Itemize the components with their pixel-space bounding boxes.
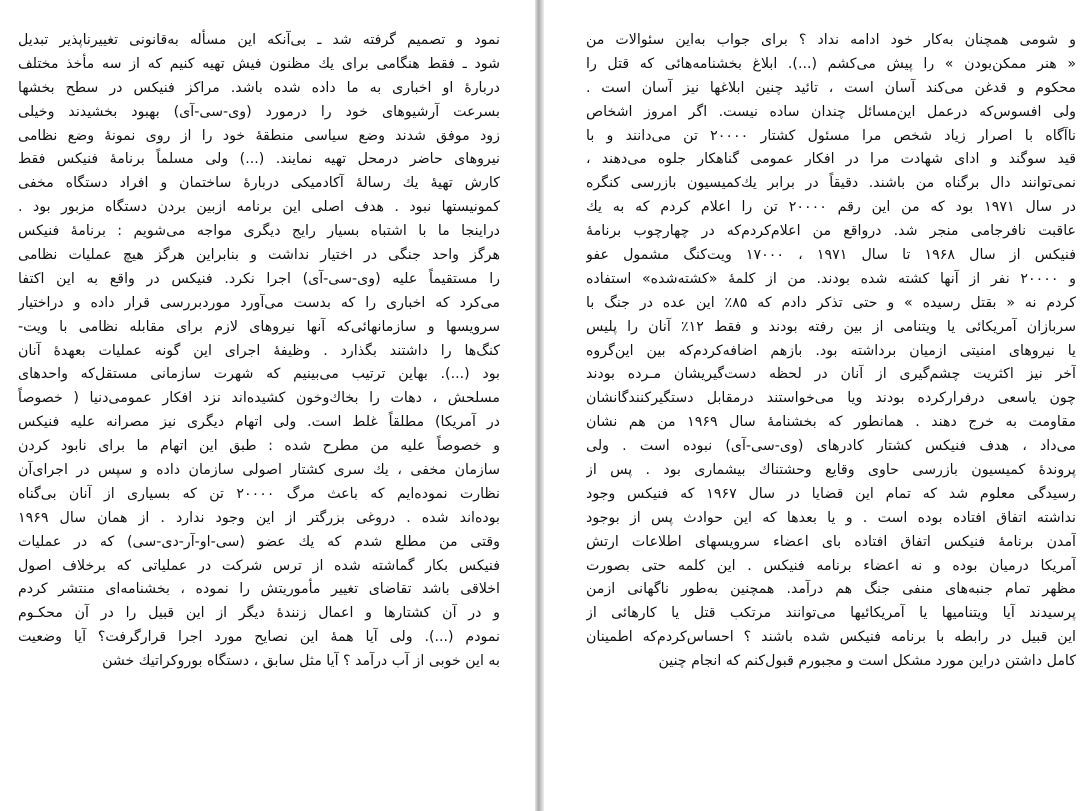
- right-page: [544, 0, 1090, 811]
- book-gutter: [535, 0, 544, 811]
- text-line: نیروهای حاضر درمحل تهیه نمایند. (...) ولی مسلماً برنامهٔ فنیکس فقط: [18, 151, 500, 168]
- text-line: فنیکس بکار گماشته شده از ترس شرکت در عملیاتی که برخلاف اصول: [18, 557, 500, 574]
- text-line: پروندهٔ کمیسیون بازرسی حاوی وقایع وحشتناك بیشماری بود . پس از: [586, 462, 1076, 479]
- text-line: پرسیدند آیا ویتنامیها یا آمریکائیها می‌توانند مرتکب قتل یا کارهائی از: [586, 605, 1076, 622]
- text-line: محکوم و قدغن می‌کند آسان است ، تائید چنین ابلاغها نیز آسان است .: [586, 79, 1076, 96]
- text-line: زود موفق شدند وضع سیاسی منطقهٔ خود را از روی نمونهٔ وضع نظامی: [18, 127, 500, 144]
- text-line: این قبیل در رابطه با برنامه فنیکس شده باشند ؟ احساس‌کردم‌که اطمینان: [586, 629, 1076, 646]
- text-line: و ۲۰۰۰۰ نفر از آنها کشته شده بودند. من از کلمهٔ «کشته‌شده» استفاده: [586, 270, 1076, 287]
- text-line: دراینجا ما با اشتباه بسیار رایج دیگری مواجه می‌شویم : برنامهٔ فنیکس: [18, 223, 500, 240]
- text-line: نداشته اتفاق افتاده بوده است . و یا بعدها که این حوادث پس از بوجود: [586, 509, 1076, 526]
- text-line: چون یاسعی درفرارکرده بودند ویا می‌خواستند درمقابل دستگیرکنندگانشان: [586, 390, 1076, 407]
- text-line: را مستقیماً علیه (وی-سی-آی) اجرا نکرد. فنیکس در واقع به این اکتفا: [18, 270, 500, 287]
- text-line: قید سوگند و ادای شهادت مرا در افکار عمومی گناهکار جلوه می‌دهند ،: [586, 151, 1076, 168]
- left-page-text: [18, 29, 500, 674]
- text-line: رسیدگی معلوم شد که تمام این قضایا در سال ۱۹۶۷ که فنیکس وجود: [586, 485, 1076, 502]
- text-line: آمریکا درمیان بوده و نه اعضاء برنامه فنیکس . این کلمه حتی بصورت: [586, 557, 1076, 574]
- text-line: می‌داد ، هدف فنیکس کشتار کادرهای (وی-سی-آی) نبوده است . ولی: [586, 438, 1076, 455]
- text-line: نظارت نموده‌ایم که باعث مرگ ۲۰۰۰۰ تن که بسیاری از آنان بی‌گناه: [18, 485, 500, 502]
- text-line: کنگ‌ها را داشتند بگذارد . وظیفهٔ اجرای این گونه عملیات بعهدهٔ آنان: [18, 342, 500, 359]
- text-line: به این خوبی از آب درآمد ؟ آیا مثل سابق ، دستگاه بوروکراتیك خشن: [102, 653, 500, 670]
- text-line: کامل داشتن دراین مورد مشکل است و مجبورم قبول‌کنم که انجام چنین: [658, 653, 1076, 670]
- text-line: شود ـ فقط هنگامی برای یك مظنون فیش تهیه کنیم که از سه مأخذ مختلف: [18, 55, 500, 72]
- text-line: مسلحش ، دهات را بخاك‌وخون کشیده‌اند نزد افکار عمومی‌دنیا ( خصوصاً: [18, 390, 500, 407]
- text-line: کمونیستها نبود . هدف اصلی این برنامه ازبین بردن دستگاه مزبور بود .: [18, 199, 500, 216]
- text-line: سرویسها و سازمانهائی‌که آنها نیروهای لازم برای مقابله نظامی با ویت-: [18, 318, 500, 335]
- text-line: و خصوصاً علیه من مطرح شده : طبق این اتهام ما برای نابود کردن: [18, 438, 500, 455]
- text-line: کارش تهیهٔ یك رسالهٔ آکادمیکی دربارهٔ ساختمان و افراد دستگاه مخفی: [18, 175, 500, 192]
- right-page-text: [586, 29, 1076, 674]
- text-line: نمی‌توانند دال برگناه من باشند. دقیقاً در برابر یك‌کمیسیون بازرسی کنگره: [586, 175, 1076, 192]
- text-line: دربارهٔ او اخباری به ما داده شده باشد. مراکز فنیکس در سطح بخشها: [18, 79, 500, 96]
- text-line: مظهر تمام جنبه‌های منفی جنگ هم درآمد. همچنین به‌طور ناگهانی ازمن: [586, 581, 1076, 598]
- text-line: مقاومت به خرج دهند . همانطور که بخشنامهٔ سال ۱۹۶۹ من هم نشان: [586, 414, 1076, 431]
- text-line: عاقبت نافرجامی منجر شد. درواقع من اعلام‌کردم‌که در چهارچوب برنامهٔ: [586, 223, 1076, 240]
- text-line: ناآگاه با اصرار زیاد شخص مرا مسئول کشتار ۲۰۰۰۰ تن می‌دانند و با: [586, 127, 1076, 144]
- text-line: فنیکس از سال ۱۹۶۸ تا سال ۱۹۷۱ ، ۱۷۰۰۰ ویت‌کنگ مشمول عفو: [586, 247, 1076, 264]
- left-page: [0, 0, 535, 811]
- text-line: ولی افسوس‌که درعمل این‌مسائل چندان ساده نیست. اگر امروز اشخاص: [586, 103, 1076, 120]
- text-line: آمدن برنامهٔ فنیکس اتفاق افتاده بای اعضاء سرویسهای اطلاعات ارتش: [586, 533, 1076, 550]
- text-line: سربازان آمریکائی یا ویتنامی از بین رفته بودند و فقط ۱۲٪ آنان را پلیس: [586, 318, 1076, 335]
- text-line: نمود و تصمیم گرفته شد ـ بی‌آنکه این مسأله به‌قانونی تغییرناپذیر تبدیل: [18, 32, 500, 48]
- text-line: در سال ۱۹۷۱ بود که من این رقم ۲۰۰۰۰ تن را اعلام کردم که به یك: [586, 199, 1076, 216]
- text-line: اخلاقی باشد تقاضای تغییر مأموریتش را نموده ، بخشنامه‌ای منتشر کردم: [18, 581, 500, 598]
- text-line: در آمریکا) مطلقاً غلط است. ولی اتهام دیگری نیز مصرانه علیه فنیکس: [18, 414, 500, 431]
- text-line: و شومی همچنان به‌کار خود ادامه نداد ؟ برای جواب به‌این سئوالات من: [586, 32, 1076, 48]
- text-line: بوده‌اند شده . دروغی بزرگتر از این وجود ندارد . از همان سال ۱۹۶۹: [18, 509, 500, 526]
- text-line: سازمان مخفی ، یك سری کشتار اصولی سازمان داده و سپس در اجرای‌آن: [18, 462, 500, 479]
- text-line: وقتی من مطلع شدم که یك عضو (سی-او-آر-دی-سی) که در عملیات: [18, 533, 500, 550]
- text-line: « هنر ممکن‌بودن » را پیش می‌کشم (...). ابلاغ بخشنامه‌هائی که قتل را: [586, 55, 1076, 72]
- text-line: کردم نه « بقتل رسیده » و حتی تذکر دادم که ۸۵٪ این عده در جنگ با: [586, 294, 1076, 311]
- text-line: یا نیروهای امنیتی ازمیان برداشته بود. بازهم اضافه‌کردم‌که بین این‌گروه: [586, 342, 1076, 359]
- text-line: بسرعت آرشیوهای خود را درمورد (وی-سی-آی) بهبود بخشیدند وخیلی: [18, 103, 500, 120]
- text-line: می‌کرد که اخباری را که بدست می‌آورد موردبررسی قرار داده و دراختیار: [18, 294, 500, 311]
- text-line: آخر نیز اکثریت چشم‌گیری از آنان در لحظه دست‌گیریشان مـرده بودند: [586, 366, 1076, 383]
- text-line: و در آن کشتارها و اعمال زنندهٔ دیگر از این قبیل را در آن محکـوم: [18, 605, 500, 622]
- text-line: بود (...). بهاین ترتیب می‌بینیم که شهرت سازمانی مستقل‌که واحدهای: [18, 366, 500, 383]
- text-line: نمودم (...). ولی آیا همهٔ این نصایح مورد اجرا قرارگرفت؟ آیا وضعیت: [18, 629, 500, 646]
- text-line: هرگز واحد جنگی در اختیار نداشت و بنابراین هرگز هیچ عملیات نظامی: [18, 247, 500, 264]
